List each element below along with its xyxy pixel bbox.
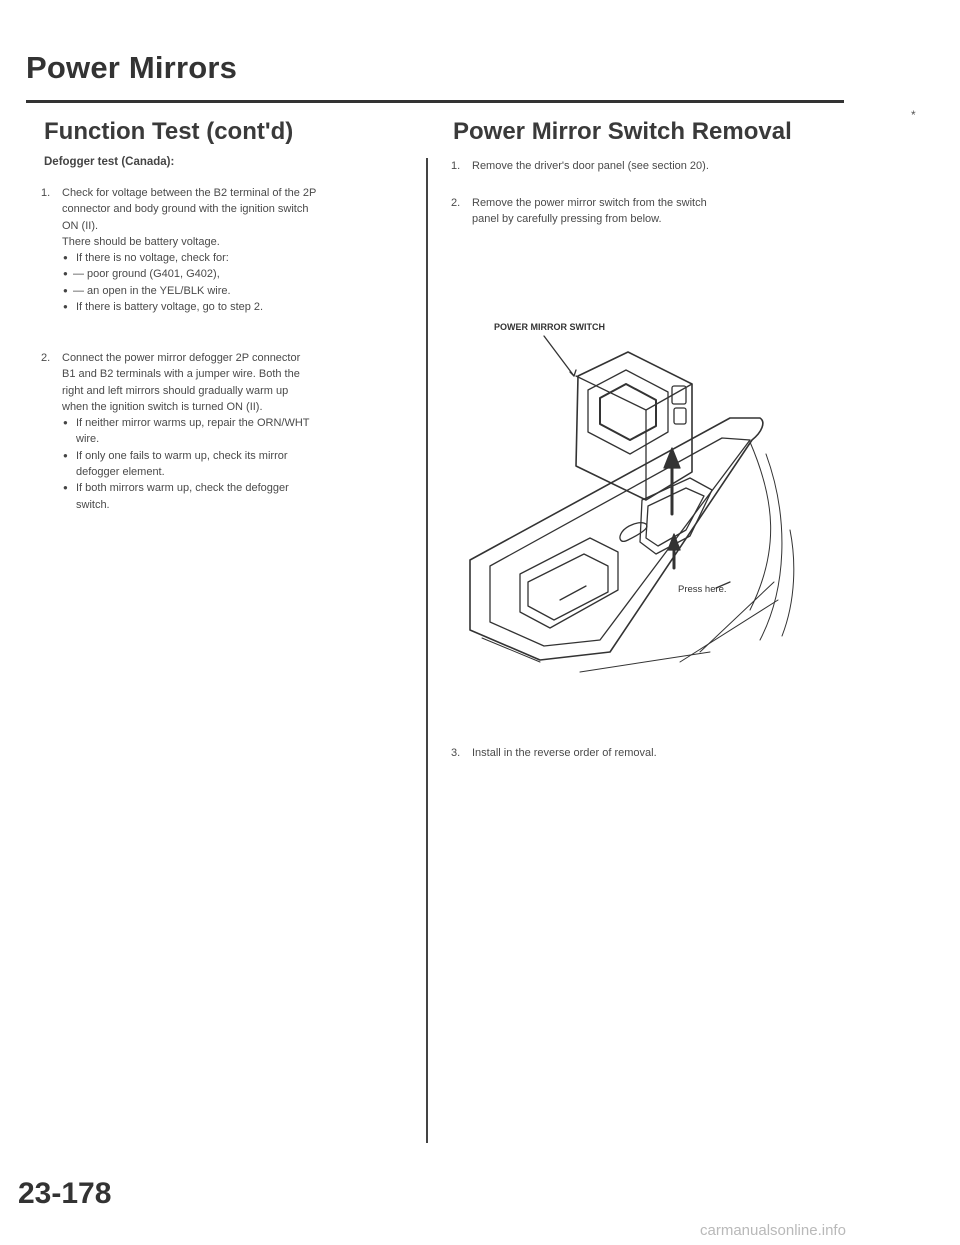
bullet-line: ● If neither mirror warms up, repair the ORN/WHT [76, 417, 310, 430]
lift-arrowhead [664, 448, 680, 468]
subitem-text: — an open in the YEL/BLK wire. [73, 284, 231, 297]
step-text-line: Remove the driver's door panel (see section 20). [472, 160, 709, 172]
bullet-item [62, 448, 310, 481]
watermark: carmanualsonline.info [700, 1222, 846, 1239]
bullet-item: ● If there is no voltage, check for: [62, 250, 316, 266]
bullet-line: wire. [76, 433, 100, 446]
margin-mark: * [911, 108, 916, 122]
bullet-line: switch. [76, 498, 110, 511]
section-title-switch-removal: Power Mirror Switch Removal [453, 118, 792, 145]
defogger-test-subheading: Defogger test (Canada): [44, 156, 175, 168]
label-leader-line [544, 336, 574, 376]
step-text-line: Install in the reverse order of removal. [472, 747, 657, 759]
step-text-line: B1 and B2 terminals with a jumper wire. Both the [62, 368, 300, 381]
page-title: Power Mirrors [26, 50, 238, 85]
step-number: 1. [451, 160, 461, 172]
bullet-line: ● If both mirrors warm up, check the defogger [76, 482, 289, 495]
step-text-line: There should be battery voltage. [62, 235, 220, 248]
bullet-item [62, 480, 310, 513]
bullet-item [62, 415, 310, 448]
column-divider [426, 158, 428, 1143]
step-text-line: Connect the power mirror defogger 2P connector [62, 352, 301, 364]
subitem-text: — poor ground (G401, G402), [73, 268, 220, 281]
switch-label: POWER MIRROR SWITCH [494, 322, 605, 332]
step-number: 3. [451, 747, 461, 759]
bullet-item: ● If there is battery voltage, go to step 2. [62, 299, 316, 315]
step-number: 1. [41, 187, 51, 199]
step-text-line: panel by carefully pressing from below. [472, 213, 662, 226]
section-title-function-test: Function Test (cont'd) [44, 118, 294, 145]
door-trim-lines [482, 442, 794, 672]
power-mirror-switch-diagram [460, 300, 800, 690]
step-text-line: Remove the power mirror switch from the switch [472, 197, 707, 209]
step-text-line: right and left mirrors should gradually warm up [62, 384, 289, 397]
step-text-line: when the ignition switch is turned ON (II). [62, 400, 263, 413]
step-number: 2. [451, 197, 461, 209]
bullet-subitem [62, 283, 316, 299]
mirror-switch [576, 352, 692, 500]
door-switch-panel [470, 418, 763, 660]
step-text-line: Check for voltage between the B2 terminal of the 2P [62, 187, 317, 199]
step-number: 2. [41, 352, 51, 364]
bullet-line: defogger element. [76, 466, 165, 479]
header-rule [26, 100, 844, 103]
bullet-line: ● If only one fails to warm up, check its mirror [76, 449, 288, 462]
press-here-callout: Press here. [678, 584, 727, 595]
page-number: 23-178 [18, 1177, 112, 1210]
bullet-subitem [62, 266, 316, 282]
step-text-line: connector and body ground with the ignition switch [62, 203, 309, 216]
step-text-line: ON (II). [62, 219, 99, 232]
